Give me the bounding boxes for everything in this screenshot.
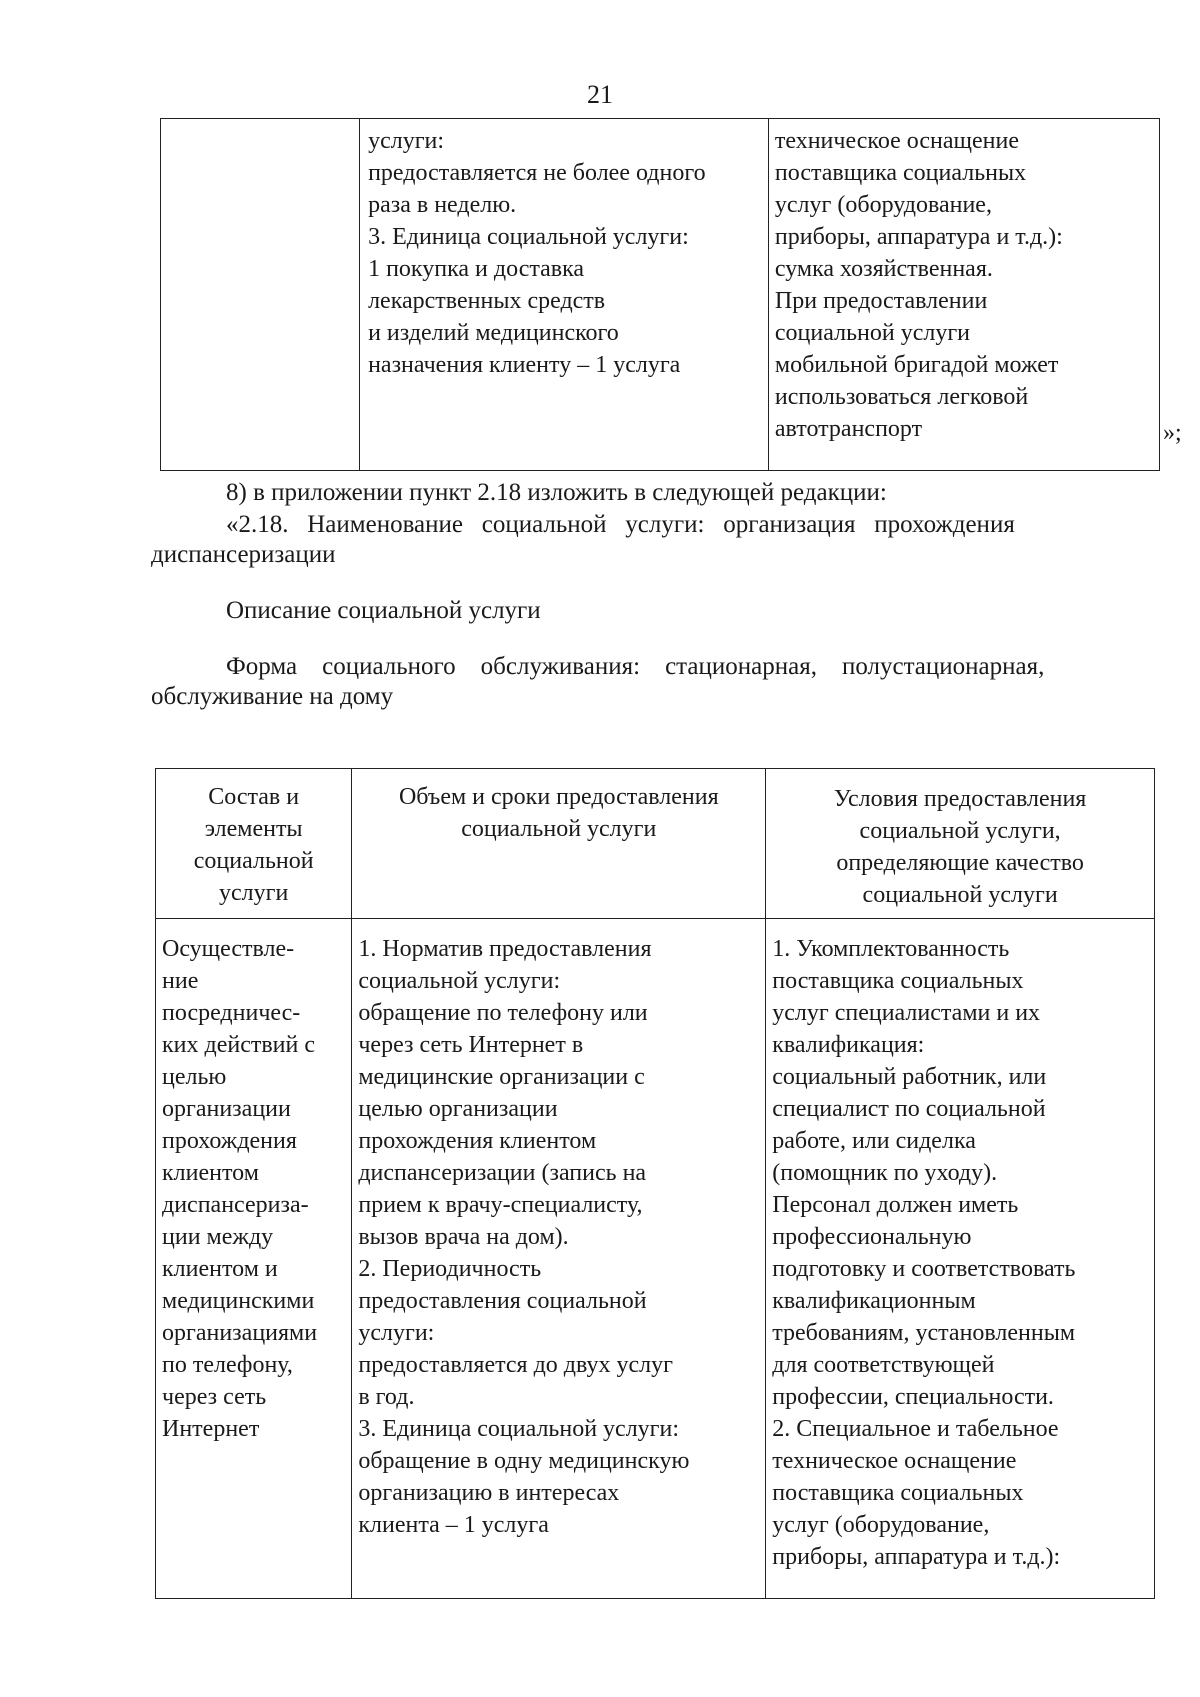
item-8-text: 8) в приложении пункт 2.18 изложить в следующей редакции: [226, 479, 887, 506]
row-col1-line: посредничес- [162, 1000, 301, 1026]
top-col3-line: автотранспорт [774, 416, 923, 442]
top-col3-line: мобильной бригадой может [774, 352, 1059, 378]
top-col3-line: приборы, аппаратура и т.д.): [774, 224, 1063, 250]
row-col3-line: поставщика социальных [772, 968, 1024, 994]
header-col3 [766, 769, 1155, 919]
top-col2-line: назначения клиенту – 1 услуга [368, 352, 681, 378]
row-col2-line: предоставления социальной [358, 1288, 647, 1314]
header-col3-line: Условия предоставления [833, 786, 1087, 812]
top-col2-line: услуги: [368, 128, 445, 154]
row-col1-line: диспансериза- [162, 1192, 309, 1218]
row-col2 [352, 919, 766, 1599]
top-table [160, 118, 1160, 471]
header-col2-line: социальной услуги [461, 816, 657, 842]
header-col3-line: определяющие качество [836, 850, 1084, 876]
row-col3 [766, 919, 1155, 1599]
row-col2-line: обращение по телефону или [358, 1000, 648, 1026]
table-header-row [156, 769, 1155, 919]
row-col3-line: профессии, специальности. [772, 1384, 1054, 1410]
row-col1-line: ких действий с [162, 1032, 316, 1058]
row-col2-line: в год. [358, 1384, 415, 1410]
top-col3-line: использоваться легковой [774, 384, 1029, 410]
row-col1-line: медицинскими [162, 1288, 315, 1314]
row-col2-line: через сеть Интернет в [358, 1032, 584, 1058]
row-col2-line: услуги: [358, 1320, 435, 1346]
row-col2-line: 1. Норматив предоставления [358, 936, 652, 962]
header-col1-line: Состав и [208, 784, 300, 810]
header-col1 [156, 769, 352, 919]
row-col1-line: целью [162, 1064, 227, 1090]
row-col3-line: социальный работник, или [772, 1064, 1047, 1090]
row-col3-line: Персонал должен иметь [772, 1192, 1019, 1218]
page-number: 21 [587, 80, 613, 109]
row-col1-line: прохождения [162, 1128, 297, 1154]
closing-quote-mark: »; [1163, 420, 1182, 446]
row-col2-line: социальной услуги: [358, 968, 561, 994]
row-col1-line: организации [162, 1096, 291, 1122]
row-col3-line: 2. Специальное и табельное [772, 1416, 1059, 1442]
header-col3-line: социальной услуги, [859, 818, 1061, 844]
row-col3-line: квалификация: [772, 1032, 925, 1058]
header-col2-line: Объем и сроки предоставления [398, 784, 719, 810]
row-col3-line: услуг (оборудование, [772, 1512, 990, 1538]
top-col2-line: лекарственных средств [368, 288, 606, 314]
row-col2-line: прием к врачу-специалисту, [358, 1192, 643, 1218]
row-col2-line: организацию в интересах [358, 1480, 620, 1506]
row-col1-line: по телефону, [162, 1352, 293, 1378]
row-col2-line: обращение в одну медицинскую [358, 1448, 690, 1474]
row-col3-line: 1. Укомплектованность [772, 936, 1010, 962]
row-col2-line: 2. Периодичность [358, 1256, 542, 1282]
top-col3-line: При предоставлении [774, 288, 988, 314]
row-col1-line: Интернет [162, 1416, 260, 1442]
row-col2-line: медицинские организации с [358, 1064, 645, 1090]
top-table-col1 [161, 119, 360, 471]
row-col1-line: клиентом и [162, 1256, 278, 1282]
row-col3-line: поставщика социальных [772, 1480, 1024, 1506]
row-col3-line: (помощник по уходу). [772, 1160, 998, 1186]
top-col2-line: 1 покупка и доставка [368, 256, 585, 282]
top-col2-line: раза в неделю. [368, 192, 517, 218]
row-col1-line: Осуществле- [162, 936, 295, 962]
row-col3-line: специалист по социальной [772, 1096, 1046, 1122]
item-2-18-line1: «2.18. Наименование социальной услуги: организация прохождения [226, 511, 1015, 538]
top-col2-line: предоставляется не более одного [368, 160, 706, 186]
row-col3-line: подготовку и соответствовать [772, 1256, 1076, 1282]
top-col3-line: сумка хозяйственная. [774, 256, 993, 282]
row-col1-line: клиентом [162, 1160, 259, 1186]
row-col3-line: требованиям, установленным [772, 1320, 1076, 1346]
row-col2-line: диспансеризации (запись на [358, 1160, 647, 1186]
row-col2-line: целью организации [358, 1096, 558, 1122]
top-col3-line: услуг (оборудование, [774, 192, 992, 218]
header-col3-line: социальной услуги [862, 882, 1058, 908]
item-2-18-line2: диспансеризации [151, 541, 336, 568]
top-col3-line: социальной услуги [774, 320, 971, 346]
table-row [156, 919, 1155, 1599]
top-col3-line: поставщика социальных [774, 160, 1027, 186]
row-col2-line: клиента – 1 услуга [358, 1512, 549, 1538]
header-col2 [352, 769, 766, 919]
service-form-line1: Форма социального обслуживания: стационарная, полустационарная, [226, 653, 1045, 680]
header-col1-line: элементы [204, 816, 303, 842]
row-col1 [156, 919, 352, 1599]
row-col3-line: услуг специалистами и их [772, 1000, 1041, 1026]
top-table-col3 [768, 119, 1159, 471]
row-col3-line: квалификационным [772, 1288, 976, 1314]
header-col1-line: социальной [193, 848, 314, 874]
top-col2-line: 3. Единица социальной услуги: [368, 224, 689, 250]
top-table-col2 [360, 119, 769, 471]
row-col3-line: работе, или сиделка [772, 1128, 976, 1154]
row-col1-line: ции между [162, 1224, 274, 1250]
row-col2-line: 3. Единица социальной услуги: [358, 1416, 680, 1442]
main-table [155, 768, 1155, 1599]
header-col1-line: услуги [219, 880, 289, 906]
row-col3-line: для соответствующей [772, 1352, 995, 1378]
row-col2-line: вызов врача на дом). [358, 1224, 569, 1250]
row-col2-line: прохождения клиентом [358, 1128, 597, 1154]
top-col2-line: и изделий медицинского [368, 320, 619, 346]
row-col3-line: приборы, аппаратура и т.д.): [772, 1544, 1061, 1570]
row-col1-line: через сеть [162, 1384, 267, 1410]
description-heading: Описание социальной услуги [226, 597, 541, 624]
row-col2-line: предоставляется до двух услуг [358, 1352, 673, 1378]
row-col1-line: организациями [162, 1320, 318, 1346]
top-col3-line: техническое оснащение [774, 128, 1019, 154]
service-form-line2: обслуживание на дому [151, 683, 394, 710]
row-col3-line: профессиональную [772, 1224, 972, 1250]
row-col3-line: техническое оснащение [772, 1448, 1017, 1474]
row-col1-line: ние [162, 968, 199, 994]
